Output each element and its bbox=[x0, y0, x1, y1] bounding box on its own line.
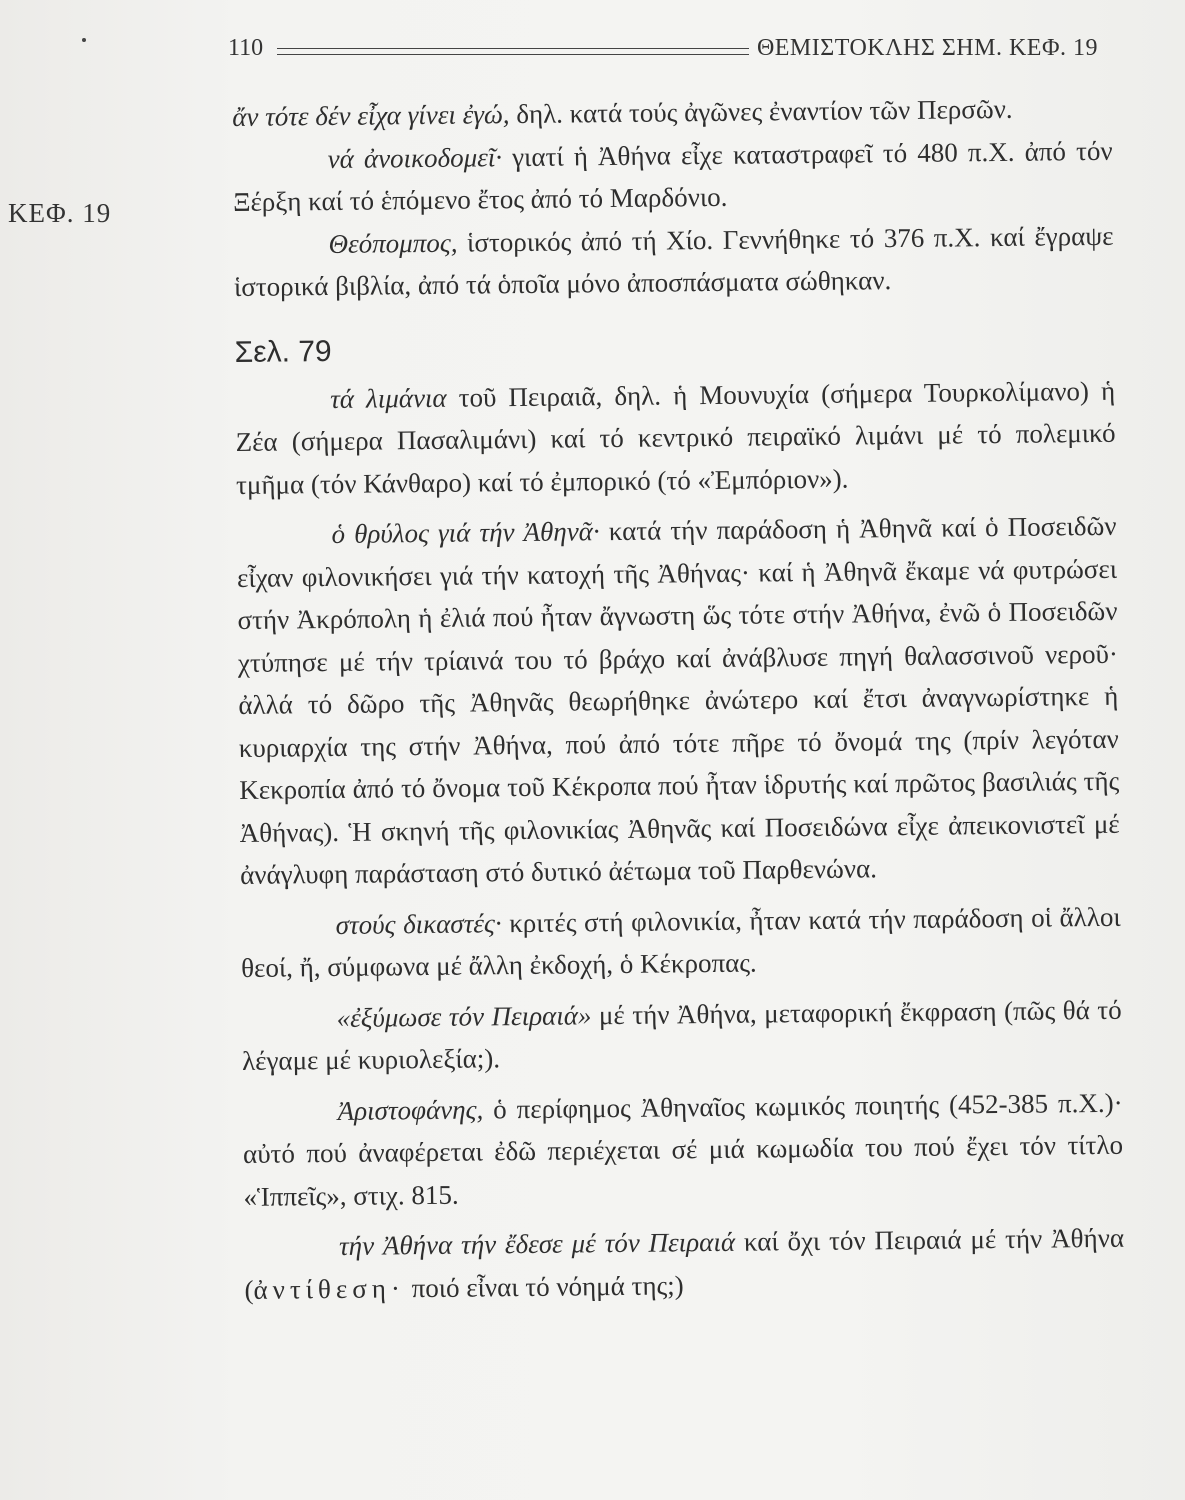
header-rule bbox=[277, 48, 749, 55]
note-term: Ἀριστοφάνης, bbox=[337, 1093, 484, 1126]
note-text: μέ τήν Ἀθήνα, μεταφορική ἔκφραση (πῶς θά τό λέγαμε μέ κυριολεξία;). bbox=[241, 994, 1122, 1076]
section-heading: Σελ. 79 bbox=[234, 334, 332, 369]
note-paragraph bbox=[236, 505, 1120, 897]
note-term: τήν Ἀθήνα τήν ἔδεσε μέ τόν Πειραιά bbox=[338, 1226, 736, 1261]
note-emphasis: ἀντίθεση· bbox=[253, 1272, 406, 1305]
note-paragraph bbox=[232, 129, 1113, 223]
page-header bbox=[228, 28, 1098, 68]
note-term: ὁ θρύλος γιά τήν Ἀθηνᾶ· bbox=[331, 516, 600, 549]
note-text: καί ὄχι τόν Πειραιά μέ τήν Ἀθήνα ( bbox=[244, 1222, 1125, 1305]
note-paragraph bbox=[241, 988, 1122, 1082]
margin-chapter-label: ΚΕΦ. 19 bbox=[8, 198, 112, 228]
note-text: γιατί ἡ Ἀθήνα εἶχε καταστραφεῖ τό 480 π.Χ. ἀπό τόν Ξέρξη καί τό ἑπόμενο ἔτος ἀπό τό Μαρδόνιο. bbox=[232, 135, 1113, 217]
note-paragraph bbox=[235, 369, 1116, 506]
page-speck bbox=[82, 38, 86, 42]
note-text: τοῦ Πειραιᾶ, δηλ. ἡ Μουνυχία (σήμερα Τουρκολίμανο) ἡ Ζέα (σήμερα Πασαλιμάνι) καί τό κεντρικό πειραϊκό λιμάνι μέ τό πολεμικό τμῆμα (τόν Κάνθαρο) καί τό ἐμπορικό (τό «Ἐμπόριον»). bbox=[235, 375, 1116, 500]
running-head: ΘΕΜΙΣΤΟΚΛΗΣ ΣΗΜ. ΚΕΦ. 19 bbox=[756, 34, 1098, 61]
note-term: Θεόπομπος, bbox=[328, 227, 458, 259]
note-paragraph bbox=[242, 1081, 1123, 1218]
note-text: κριτές στή φιλονικία, ἦταν κατά τήν παράδοση οἱ ἄλλοι θεοί, ἤ, σύμφωνα μέ ἄλλη ἐκδοχή, ὁ Κέκροπας. bbox=[240, 901, 1121, 983]
note-text: ὁ περίφημος Ἀθηναῖος κωμικός ποιητής (452-385 π.Χ.)· αὐτό πού ἀναφέρεται ἐδῶ περιέχεται σέ μιά κωμωδία του πού ἔχει τόν τίτλο «Ἱππεῖς», στιχ. 815. bbox=[242, 1087, 1124, 1212]
note-paragraph bbox=[244, 1217, 1125, 1311]
note-paragraph bbox=[240, 895, 1121, 989]
note-text: ἱστορικός ἀπό τή Χίο. Γεννήθηκε τό 376 π.Χ. καί ἔγραψε ἱστορικά βιβλία, ἀπό τά ὁποῖα μόνο ἀποσπάσματα σώθηκαν. bbox=[233, 220, 1114, 302]
note-text: ποιό εἶναι τό νόημά της;) bbox=[404, 1269, 684, 1303]
note-text: κατά τήν παράδοση ἡ Ἀθηνᾶ καί ὁ Ποσειδῶν εἶχαν φιλονικήσει γιά τήν κατοχή τῆς Ἀθήνας· καί ἡ Ἀθηνᾶ ἔκαμε νά φυτρώσει στήν Ἀκρόπολη ἡ ἐλιά πού ἦταν ἄγνωστη ὥς τότε στήν Ἀθήνα, ἐνῶ ὁ Ποσειδῶν χτύπησε μέ τήν τρίαινά του τό βράχο καί ἀνάβλυσε πηγή θαλασσινοῦ νεροῦ· ἀλλά τό δῶρο τῆς Ἀθηνᾶς θεωρήθηκε ἀνώτερο καί ἔτσι ἀναγνωρίστηκε ἡ κυριαρχία της στήν Ἀθήνα, πού ἀπό τότε πῆρε τό ὄνομά της (πρίν λεγόταν Κεκροπία ἀπό τό ὄνομα τοῦ Κέκροπα πού ἦταν ἱδρυτής καί πρῶτος βασιλιάς τῆς Ἀθήνας). Ἡ σκηνή τῆς φιλονικίας Ἀθηνᾶς καί Ποσειδώνα εἶχε ἀπεικονιστεῖ μέ ἀνάγλυφη παράσταση στό δυτικό ἀέτωμα τοῦ Παρθενώνα. bbox=[236, 510, 1120, 890]
note-term: ἄν τότε δέν εἶχα γίνει ἐγώ, bbox=[232, 99, 510, 132]
commentary-body bbox=[232, 87, 1125, 1311]
page-number: 110 bbox=[228, 34, 264, 61]
note-text: δηλ. κατά τούς ἀγῶνες ἐναντίον τῶν Περσῶν. bbox=[509, 93, 1013, 130]
note-term: στούς δικαστές· bbox=[335, 907, 502, 940]
note-paragraph bbox=[233, 214, 1114, 308]
note-term: νά ἀνοικοδομεῖ· bbox=[327, 141, 503, 174]
note-term: «ἐξύμωσε τόν Πειραιά» bbox=[336, 999, 592, 1033]
note-term: τά λιμάνια bbox=[330, 382, 447, 414]
